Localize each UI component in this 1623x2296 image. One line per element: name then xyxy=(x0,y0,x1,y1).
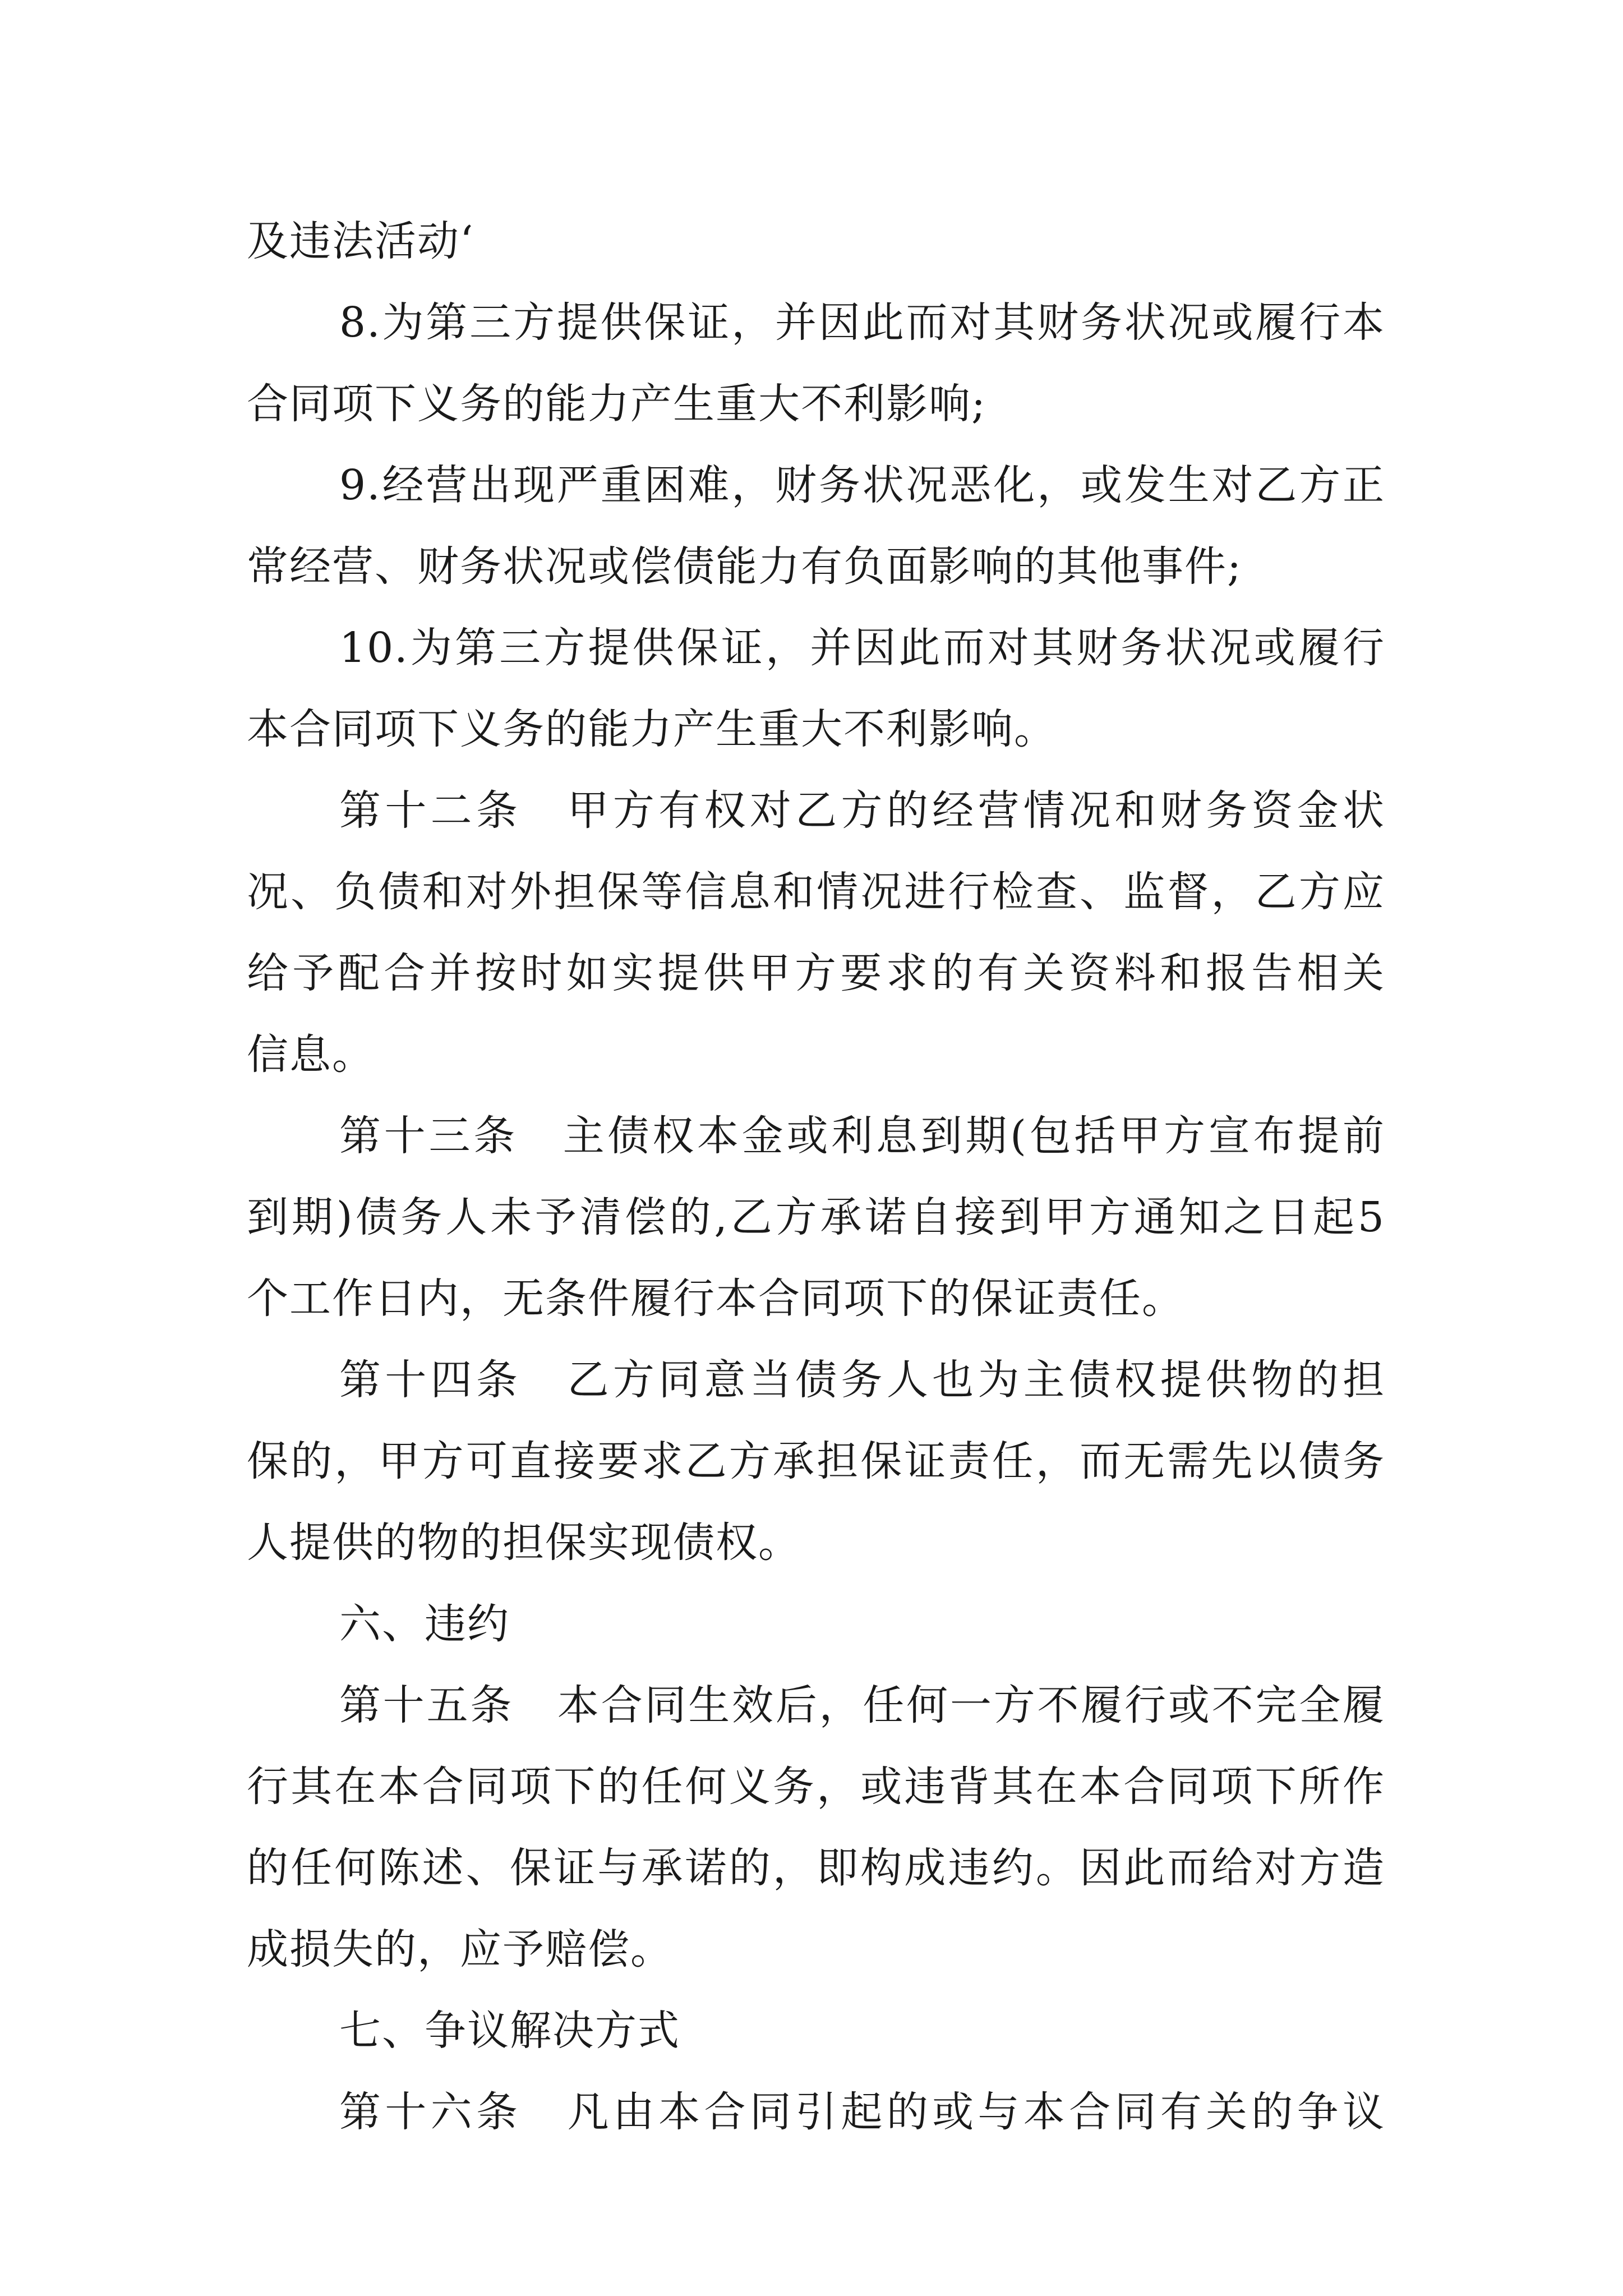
text-line: 第十六条 凡由本合同引起的或与本合同有关的争议 xyxy=(339,2088,1385,2136)
text-line: 保的，甲方可直接要求乙方承担保证责任，而无需先以债务 xyxy=(247,1437,1385,1485)
text-line: 信息。 xyxy=(247,1030,375,1079)
text-line: 行其在本合同项下的任何义务，或违背其在本合同项下所作 xyxy=(247,1763,1385,1811)
text-line: 8.为第三方提供保证，并因此而对其财务状况或履行本 xyxy=(339,298,1385,347)
text-line: 况、负债和对外担保等信息和情况进行检查、监督，乙方应 xyxy=(247,868,1385,916)
section-heading: 七、争议解决方式 xyxy=(339,2007,680,2055)
text-line: 个工作日内，无条件履行本合同项下的保证责任。 xyxy=(247,1274,1184,1323)
text-line: 成损失的，应予赔偿。 xyxy=(247,1925,673,1973)
text-line: 第十二条 甲方有权对乙方的经营情况和财务资金状 xyxy=(339,786,1385,835)
section-heading: 六、违约 xyxy=(339,1600,510,1648)
text-line: 常经营、财务状况或偿债能力有负面影响的其他事件; xyxy=(247,542,1242,591)
text-line: 到期)债务人未予清偿的,乙方承诺自接到甲方通知之日起5 xyxy=(247,1193,1385,1241)
text-line: 9.经营出现严重困难，财务状况恶化，或发生对乙方正 xyxy=(339,461,1385,509)
text-line: 的任何陈述、保证与承诺的，即构成违约。因此而给对方造 xyxy=(247,1844,1385,1892)
text-line: 10.为第三方提供保证，并因此而对其财务状况或履行 xyxy=(339,624,1385,672)
text-line: 人提供的物的担保实现债权。 xyxy=(247,1519,801,1567)
text-line: 本合同项下义务的能力产生重大不利影响。 xyxy=(247,705,1057,753)
text-line: 第十五条 本合同生效后，任何一方不履行或不完全履 xyxy=(339,1681,1385,1729)
text-line: 及违法活动‘ xyxy=(247,217,474,265)
text-line: 给予配合并按时如实提供甲方要求的有关资料和报告相关 xyxy=(247,949,1385,997)
text-line: 第十四条 乙方同意当债务人也为主债权提供物的担 xyxy=(339,1356,1385,1404)
text-line: 第十三条 主债权本金或利息到期(包括甲方宣布提前 xyxy=(339,1112,1385,1160)
text-line: 合同项下义务的能力产生重大不利影响; xyxy=(247,380,986,428)
